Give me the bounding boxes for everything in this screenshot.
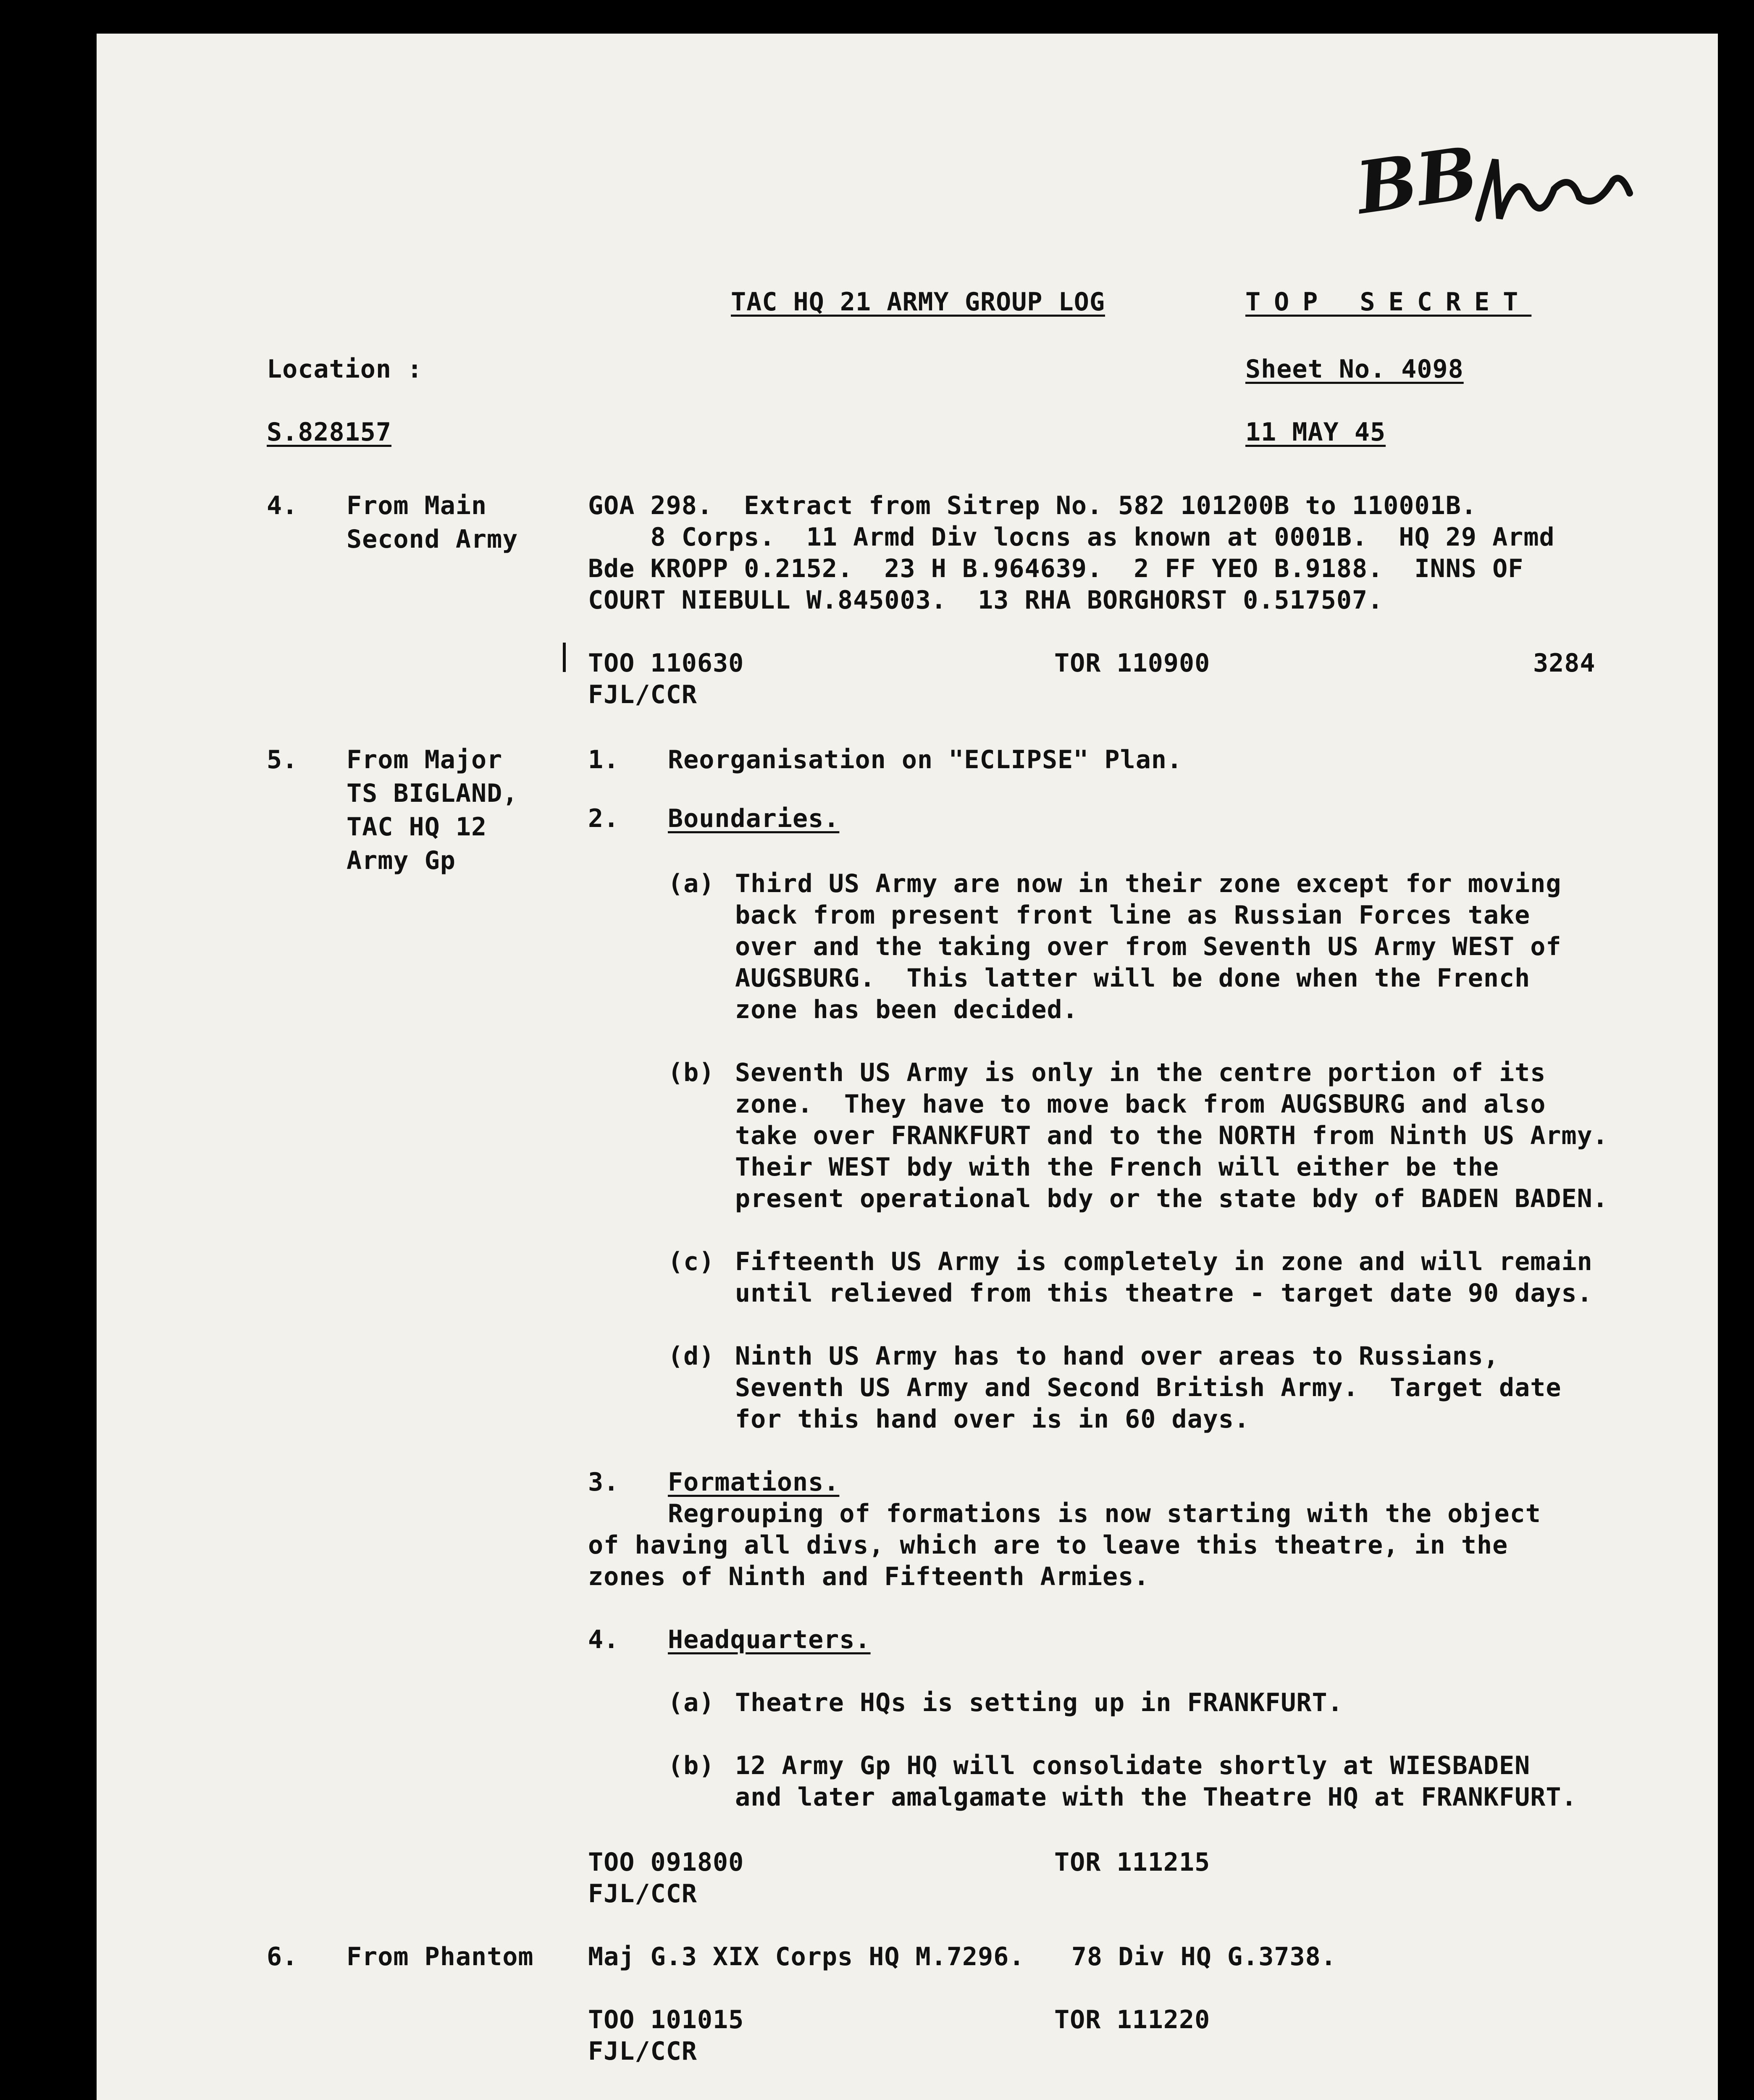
sub-text: Theatre HQs is setting up in FRANKFURT.: [735, 1688, 1343, 1717]
location-label: Location :: [267, 354, 423, 384]
sub-text: for this hand over is in 60 days.: [735, 1404, 1250, 1434]
sub-text: Seventh US Army and Second British Army. Target date: [735, 1373, 1562, 1402]
entry-from: From Phantom: [347, 1942, 534, 1971]
tor-time: TOR 110900: [1054, 648, 1210, 678]
sub-text: take over FRANKFURT and to the NORTH from Ninth US Army.: [735, 1121, 1608, 1150]
sub-label: (b): [668, 1058, 715, 1087]
handwritten-initials: BB: [1351, 130, 1483, 231]
entry-body-line: COURT NIEBULL W.845003. 13 RHA BORGHORST 0.517507.: [588, 585, 1384, 615]
too-time: TOO 110630: [588, 648, 744, 678]
log-title: TAC HQ 21 ARMY GROUP LOG: [731, 287, 1105, 317]
sheet-number: Sheet No. 4098: [1245, 354, 1464, 384]
sub-text: Their WEST bdy with the French will either be the: [735, 1152, 1499, 1182]
sub-text: until relieved from this theatre - target date 90 days.: [735, 1278, 1593, 1308]
entry-number: 5.: [267, 745, 298, 774]
para-heading: Headquarters.: [668, 1625, 871, 1654]
entry-number: 6.: [267, 1942, 298, 1971]
para-heading: Boundaries.: [668, 804, 840, 833]
log-date: 11 MAY 45: [1245, 417, 1386, 447]
reference: FJL/CCR: [588, 2037, 697, 2066]
entry-body-line: Maj G.3 XIX Corps HQ M.7296. 78 Div HQ G.3738.: [588, 1942, 1337, 1971]
entry-body-line: GOA 298. Extract from Sitrep No. 582 101200B to 110001B.: [588, 491, 1477, 520]
sub-text: back from present front line as Russian Forces take: [735, 900, 1531, 930]
entry-from: TS BIGLAND,: [347, 779, 518, 808]
handwritten-signature-top: [1470, 134, 1638, 244]
sub-text: over and the taking over from Seventh US Army WEST of: [735, 932, 1562, 961]
sub-text: Ninth US Army has to hand over areas to Russians,: [735, 1341, 1499, 1371]
tor-time: TOR 111220: [1054, 2005, 1210, 2034]
classification: TOP SECRET: [1245, 287, 1532, 317]
entry-body-line: 8 Corps. 11 Armd Div locns as known at 0001B. HQ 29 Armd: [588, 522, 1555, 552]
entry-from: Second Army: [347, 525, 518, 554]
para-number: 2.: [588, 804, 620, 833]
para-number: 3.: [588, 1467, 620, 1497]
para-text: Regrouping of formations is now starting with the object: [668, 1499, 1541, 1528]
entry-from: From Major: [347, 745, 503, 774]
para-text: zones of Ninth and Fifteenth Armies.: [588, 1562, 1150, 1591]
entry-number: 4.: [267, 491, 298, 520]
serial-number: 3284: [1533, 648, 1596, 678]
sub-text: present operational bdy or the state bdy of BADEN BADEN.: [735, 1184, 1608, 1213]
sub-label: (a): [668, 869, 715, 898]
sub-label: (b): [668, 1751, 715, 1780]
para-number: 1.: [588, 745, 620, 774]
entry-from: Army Gp: [347, 846, 456, 875]
sub-text: and later amalgamate with the Theatre HQ at FRANKFURT.: [735, 1782, 1577, 1812]
sub-text: AUGSBURG. This latter will be done when the French: [735, 963, 1531, 993]
margin-tick: [563, 643, 566, 672]
entry-body-line: Bde KROPP 0.2152. 23 H B.964639. 2 FF YEO B.9188. INNS OF: [588, 554, 1524, 583]
too-time: TOO 091800: [588, 1848, 744, 1877]
para-number: 4.: [588, 1625, 620, 1654]
too-time: TOO 101015: [588, 2005, 744, 2034]
entry-from: From Main: [347, 491, 487, 520]
sub-label: (a): [668, 1688, 715, 1717]
sub-text: zone. They have to move back from AUGSBURG and also: [735, 1089, 1546, 1119]
sub-text: Third US Army are now in their zone except for moving: [735, 869, 1562, 898]
sub-label: (c): [668, 1247, 715, 1276]
entry-number: [267, 2098, 298, 2100]
para-heading: Formations.: [668, 1467, 840, 1497]
para-text: Reorganisation on "ECLIPSE" Plan.: [668, 745, 1183, 774]
location-value: S.828157: [267, 417, 391, 447]
reference: FJL/CCR: [588, 680, 697, 709]
sub-text: Seventh US Army is only in the centre portion of its: [735, 1058, 1546, 1087]
sub-text: Fifteenth US Army is completely in zone and will remain: [735, 1247, 1593, 1276]
sub-text: zone has been decided.: [735, 995, 1078, 1024]
sub-label: (d): [668, 1341, 715, 1371]
para-text: of having all divs, which are to leave this theatre, in the: [588, 1530, 1508, 1560]
entry-from: [347, 2098, 471, 2100]
tor-time: TOR 111215: [1054, 1848, 1210, 1877]
sub-text: 12 Army Gp HQ will consolidate shortly at WIESBADEN: [735, 1751, 1531, 1780]
entry-body-line: [588, 2098, 1586, 2100]
reference: FJL/CCR: [588, 1879, 697, 1908]
entry-from: TAC HQ 12: [347, 812, 487, 842]
